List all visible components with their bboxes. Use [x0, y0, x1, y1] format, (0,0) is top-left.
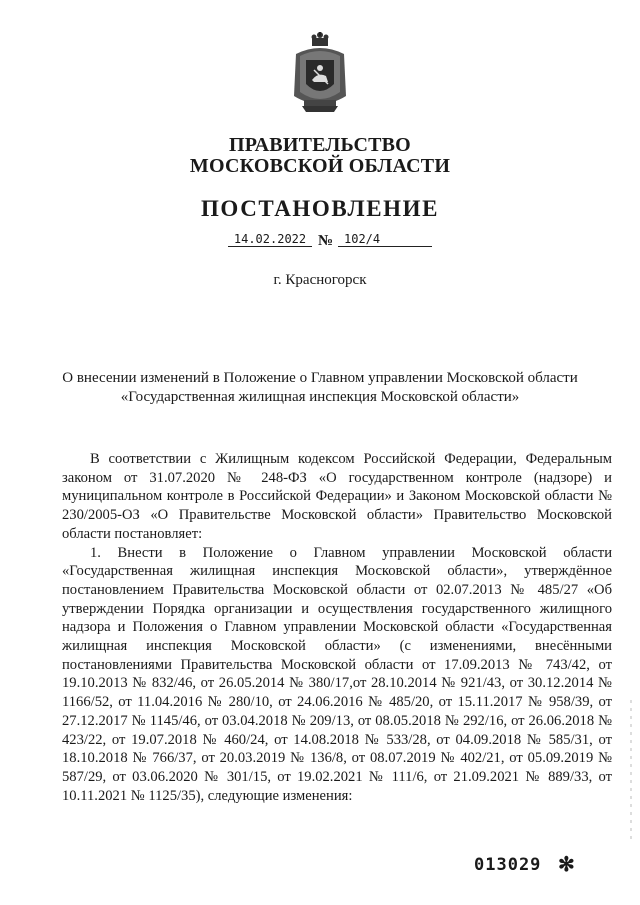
body-paragraph-2: 1. Внести в Положение о Главном управлении Московской области «Государственная жилищная инспекция Московской области», утверждённое постановлением Правительства Московской области от 02.07.2013 № 485/27 «Об утверждении Порядка организации и осуществления государственного жилищного надзора и Положения о Главном управлении Московской области «Государственная жилищная инспекция Московской области» (с изменениями, внесёнными постановлениями Правительства Московской области от 17.09.2013 № 743/42, от 19.10.2013 № 832/46, от 26.05.2014 № 380/17,от 28.10.2014 № 921/43, от 30.12.2014 № 1166/52, от 11.04.2016 № 280/10, от 24.06.2016 № 485/20, от 15.11.2017 № 958/39, от 27.12.2017 № 1145/46, от 03.04.2018 № 209/13, от 08.05.2018 № 292/16, от 26.06.2018 № 423/22, от 19.07.2018 № 460/24, от 14.08.2018 № 533/28, от 04.09.2018 № 585/31, от 18.10.2018 № 766/37, от 20.03.2019 № 136/8, от 08.07.2019 № 402/21, от 05.09.2019 № 587/29, от 03.06.2020 № 301/15, от 19.02.2021 № 111/6, от 21.09.2021 № 889/33, от 10.11.2021 № 1125/35), следующие изменения: [62, 544, 612, 804]
asterisk-mark-icon: ✻ [558, 854, 575, 876]
number-sign: № [318, 233, 334, 249]
scan-edge-mark [630, 700, 632, 840]
city: г. Красногорск [273, 272, 367, 288]
document-type: ПОСТАНОВЛЕНИЕ [200, 196, 440, 221]
subject-line2: «Государственная жилищная инспекция Московской области» [120, 389, 520, 405]
subject-line1: О внесении изменений в Положение о Главном управлении Московской области [62, 370, 578, 386]
date-number-line [0, 232, 640, 254]
crown-icon [312, 32, 329, 46]
organization-name-line1: ПРАВИТЕЛЬСТВО [229, 134, 411, 156]
document-date: 14.02.2022 [228, 232, 312, 247]
document-subject [60, 369, 580, 407]
organization-name-line2: МОСКОВСКОЙ ОБЛАСТИ [189, 155, 451, 177]
body-paragraph-1: В соответствии с Жилищным кодексом Российской Федерации, Федеральным законом от 31.07.2020 № 248-ФЗ «О государственном контроле (надзоре) и муниципальном контроле в Российской Федерации» и Законом Московской области № 230/2005-ОЗ «О Правительстве Московской области» Правительство Московской области постановляет: [62, 451, 612, 542]
document-number: 102/4 [338, 232, 432, 247]
form-serial-number: 013029 [474, 855, 542, 875]
coat-of-arms-icon [290, 32, 350, 116]
document-body [62, 450, 612, 805]
